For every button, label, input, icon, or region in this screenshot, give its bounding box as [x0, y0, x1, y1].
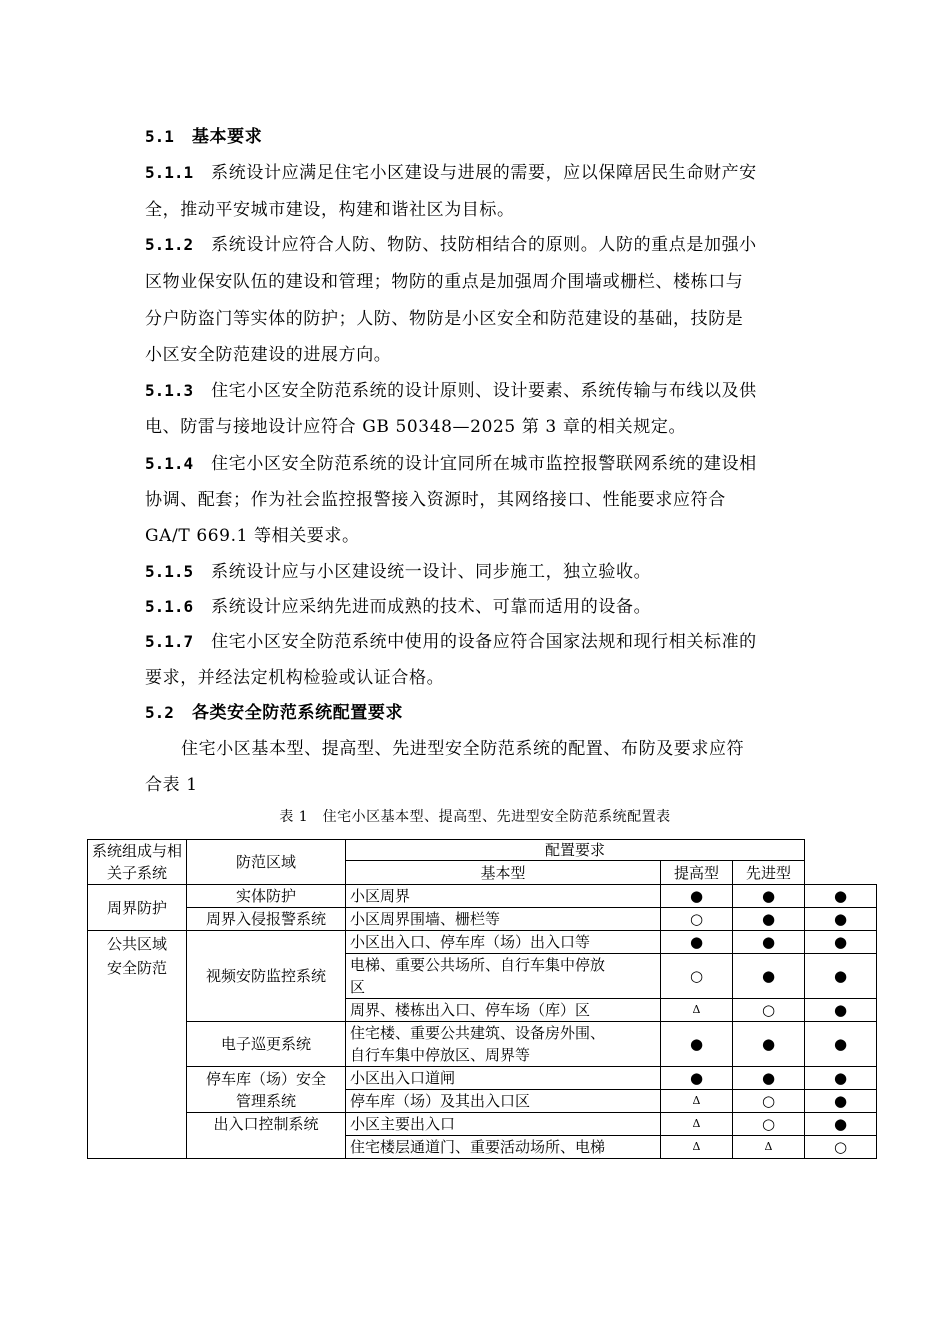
- section-number: 5.2: [145, 703, 174, 722]
- subsystem-parking-line2: 管理系统: [235, 1091, 296, 1110]
- section-title: 基本要求: [191, 127, 263, 147]
- header-area: 防范区域: [187, 840, 346, 885]
- clause-text: 系统设计应与小区建设统一设计、同步施工，独立验收。: [211, 562, 652, 582]
- clause-number: 5.1.1: [145, 163, 194, 182]
- group-public: [88, 931, 187, 1159]
- table-row: [88, 1113, 877, 1136]
- group-perimeter: 周界防护: [88, 885, 187, 931]
- improved-cell: ●: [733, 885, 805, 908]
- improved-cell: ○: [733, 1090, 805, 1113]
- advanced-cell: ●: [805, 908, 877, 931]
- basic-cell: ●: [661, 1022, 733, 1067]
- clause-number: 5.1.4: [145, 454, 194, 473]
- clause-5-1-2-line2: 区物业保安队伍的建设和管理；物防的重点是加强周介围墙或栅栏、楼栋口与: [145, 272, 744, 292]
- clause-5-1-5: [145, 562, 810, 582]
- table-header-row: [88, 840, 877, 861]
- area-line2: 自行车集中停放区、周界等: [350, 1046, 531, 1064]
- area-cell: 住宅楼层通道门、重要活动场所、电梯: [346, 1136, 661, 1159]
- basic-cell: ●: [661, 1067, 733, 1090]
- clause-text: 系统设计应满足住宅小区建设与进展的需要，应以保障居民生命财产安: [211, 163, 757, 183]
- advanced-cell: ●: [805, 1113, 877, 1136]
- clause-5-1-4-line3: GA/T 669.1 等相关要求。: [145, 526, 360, 546]
- area-cell: 小区出入口、停车库（场）出入口等: [346, 931, 661, 954]
- basic-cell: Δ: [661, 1090, 733, 1113]
- subsystem-parking: [187, 1067, 346, 1113]
- advanced-cell: ●: [805, 954, 877, 999]
- table-caption: 表 1 住宅小区基本型、提高型、先进型安全防范系统配置表: [279, 809, 671, 825]
- area-cell: 小区周界: [346, 885, 661, 908]
- header-basic: 基本型: [346, 861, 661, 885]
- group-public-line2: 安全防范: [106, 959, 167, 977]
- basic-cell: ○: [661, 954, 733, 999]
- basic-cell: ●: [661, 885, 733, 908]
- advanced-cell: ●: [805, 885, 877, 908]
- basic-cell: ○: [661, 908, 733, 931]
- advanced-cell: ●: [805, 1090, 877, 1113]
- subsystem-access: 出入口控制系统: [187, 1113, 346, 1159]
- improved-cell: Δ: [733, 1136, 805, 1159]
- area-cell: 周界、楼栋出入口、停车场（库）区: [346, 999, 661, 1022]
- table-row: [88, 885, 877, 908]
- header-system: 系统组成与相关子系统: [88, 840, 187, 885]
- area-line2: 区: [350, 978, 366, 996]
- table-row: [88, 1022, 877, 1067]
- paragraph-5-2: 住宅小区基本型、提高型、先进型安全防范系统的配置、布防及要求应符: [181, 739, 745, 759]
- clause-text: 住宅小区安全防范系统中使用的设备应符合国家法规和现行相关标准的: [211, 632, 757, 652]
- section-heading-5-2: [145, 703, 810, 723]
- subsystem-intrusion: 周界入侵报警系统: [187, 908, 346, 931]
- clause-5-1-4: [145, 454, 810, 474]
- advanced-cell: ○: [805, 1136, 877, 1159]
- group-public-line1: 公共区域: [106, 935, 167, 953]
- area-cell: 小区周界围墙、栅栏等: [346, 908, 661, 931]
- subsystem-patrol: 电子巡更系统: [187, 1022, 346, 1067]
- advanced-cell: ●: [805, 1022, 877, 1067]
- clause-5-1-1: [145, 163, 810, 183]
- section-title: 各类安全防范系统配置要求: [191, 703, 404, 723]
- basic-cell: Δ: [661, 1136, 733, 1159]
- advanced-cell: ●: [805, 999, 877, 1022]
- clause-5-1-3-line2: 电、防雷与接地设计应符合 GB 50348—2025 第 3 章的相关规定。: [145, 417, 687, 437]
- area-line1: 电梯、重要公共场所、自行车集中停放: [350, 956, 606, 974]
- subsystem-parking-line1: 停车库（场）安全: [205, 1069, 326, 1088]
- basic-cell: ●: [661, 931, 733, 954]
- header-advanced: 先进型: [733, 861, 805, 885]
- basic-cell: Δ: [661, 1113, 733, 1136]
- improved-cell: ●: [733, 1022, 805, 1067]
- clause-number: 5.1.7: [145, 632, 194, 651]
- section-heading-5-1: [145, 127, 810, 147]
- clause-text: 住宅小区安全防范系统的设计原则、设计要素、系统传输与布线以及供: [211, 381, 757, 401]
- clause-5-1-7-line2: 要求，并经法定机构检验或认证合格。: [145, 668, 445, 688]
- clause-number: 5.1.3: [145, 381, 194, 400]
- improved-cell: ●: [733, 931, 805, 954]
- improved-cell: ●: [733, 1067, 805, 1090]
- clause-5-1-6: [145, 597, 810, 617]
- clause-number: 5.1.6: [145, 597, 194, 616]
- area-cell: [346, 1022, 661, 1067]
- improved-cell: ○: [733, 1113, 805, 1136]
- basic-cell: Δ: [661, 999, 733, 1022]
- improved-cell: ●: [733, 954, 805, 999]
- advanced-cell: ●: [805, 931, 877, 954]
- clause-5-1-4-line2: 协调、配套；作为社会监控报警接入资源时，其网络接口、性能要求应符合: [145, 490, 726, 510]
- clause-text: 住宅小区安全防范系统的设计宜同所在城市监控报警联网系统的建设相: [211, 454, 757, 474]
- clause-text: 系统设计应符合人防、物防、技防相结合的原则。人防的重点是加强小: [211, 235, 757, 255]
- clause-5-1-2: [145, 235, 810, 255]
- header-improved: 提高型: [661, 861, 733, 885]
- area-cell: [346, 954, 661, 999]
- table-row: [88, 931, 877, 954]
- table-row: [88, 1067, 877, 1090]
- clause-5-1-7: [145, 632, 810, 652]
- clause-5-1-1-line2: 全，推动平安城市建设，构建和谐社区为目标。: [145, 200, 515, 220]
- table-row: [88, 908, 877, 931]
- header-config: 配置要求: [346, 840, 805, 861]
- subsystem-physical: 实体防护: [187, 885, 346, 908]
- area-line1: 住宅楼、重要公共建筑、设备房外围、: [350, 1024, 606, 1042]
- clause-number: 5.1.2: [145, 235, 194, 254]
- section-number: 5.1: [145, 127, 174, 146]
- clause-5-1-2-line3: 分户防盗门等实体的防护；人防、物防是小区安全和防范建设的基础，技防是: [145, 309, 744, 329]
- paragraph-5-2-line2: 合表 1: [145, 775, 198, 795]
- clause-text: 系统设计应采纳先进而成熟的技术、可靠而适用的设备。: [211, 597, 652, 617]
- improved-cell: ○: [733, 999, 805, 1022]
- area-cell: 停车库（场）及其出入口区: [346, 1090, 661, 1113]
- subsystem-video: 视频安防监控系统: [187, 931, 346, 1022]
- improved-cell: ●: [733, 908, 805, 931]
- advanced-cell: ●: [805, 1067, 877, 1090]
- clause-5-1-3: [145, 381, 810, 401]
- area-cell: 小区出入口道闸: [346, 1067, 661, 1090]
- clause-number: 5.1.5: [145, 562, 194, 581]
- clause-5-1-2-line4: 小区安全防范建设的进展方向。: [145, 345, 392, 365]
- area-cell: 小区主要出入口: [346, 1113, 661, 1136]
- config-table: [87, 839, 877, 1159]
